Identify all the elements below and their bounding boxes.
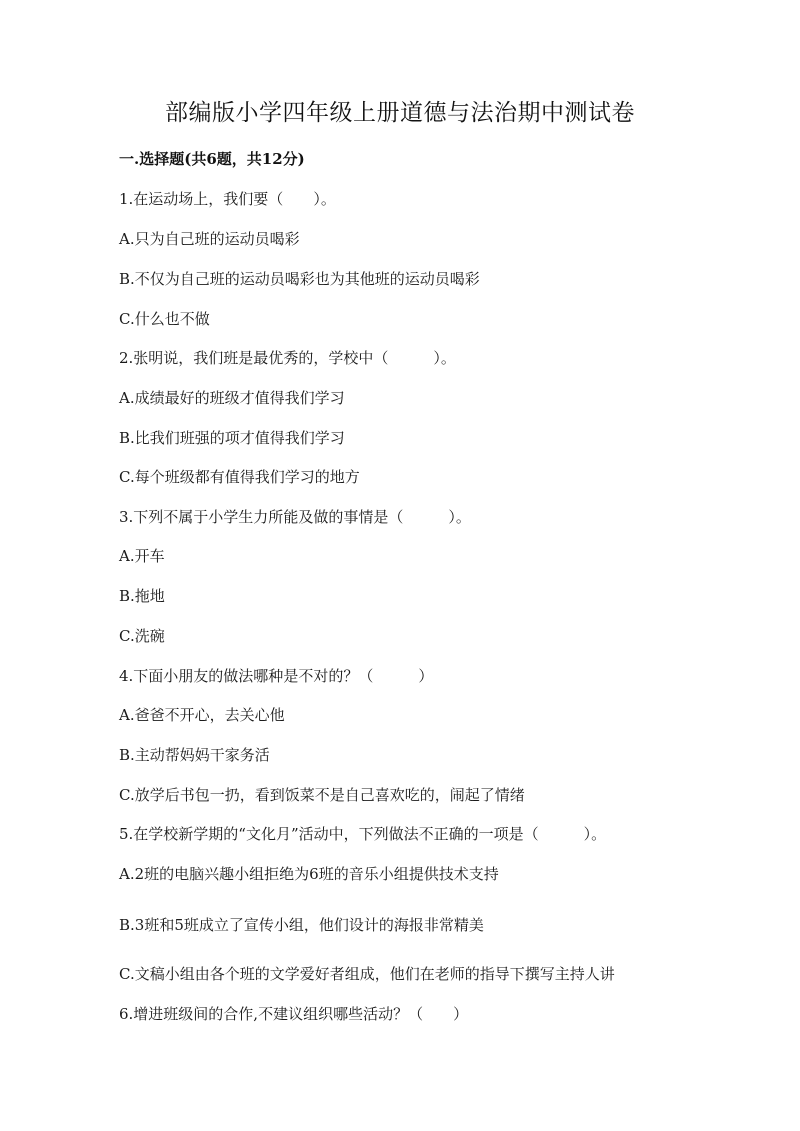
q5-option-c: C.文稿小组由各个班的文学爱好者组成，他们在老师的指导下撰写主持人讲 bbox=[119, 965, 615, 983]
question-2: 2.张明说，我们班是最优秀的，学校中（ ）。 bbox=[119, 349, 456, 367]
q2-option-a: A.成绩最好的班级才值得我们学习 bbox=[119, 389, 345, 407]
question-1: 1.在运动场上，我们要（ ）。 bbox=[119, 190, 336, 208]
q1-option-b: B.不仅为自己班的运动员喝彩也为其他班的运动员喝彩 bbox=[119, 270, 480, 288]
question-5: 5.在学校新学期的“文化月”活动中，下列做法不正确的一项是（ ）。 bbox=[119, 825, 607, 843]
section-heading: 一.选择题(共6题，共12分) bbox=[119, 150, 305, 168]
q4-option-c: C.放学后书包一扔，看到饭菜不是自己喜欢吃的，闹起了情绪 bbox=[119, 786, 525, 804]
q4-option-a: A.爸爸不开心，去关心他 bbox=[119, 706, 285, 724]
q5-option-a: A.2班的电脑兴趣小组拒绝为6班的音乐小组提供技术支持 bbox=[119, 865, 499, 883]
q5-option-b: B.3班和5班成立了宣传小组，他们设计的海报非常精美 bbox=[119, 916, 484, 934]
question-4: 4.下面小朋友的做法哪种是不对的？（ ） bbox=[119, 667, 434, 685]
q3-option-b: B.拖地 bbox=[119, 587, 165, 605]
question-3: 3.下列不属于小学生力所能及做的事情是（ ）。 bbox=[119, 508, 471, 526]
page-title: 部编版小学四年级上册道德与法治期中测试卷 bbox=[165, 100, 635, 126]
q3-option-c: C.洗碗 bbox=[119, 627, 165, 645]
question-6: 6.增进班级间的合作,不建议组织哪些活动？（ ） bbox=[119, 1005, 469, 1023]
q3-option-a: A.开车 bbox=[119, 547, 165, 565]
q4-option-b: B.主动帮妈妈干家务活 bbox=[119, 746, 270, 764]
q2-option-c: C.每个班级都有值得我们学习的地方 bbox=[119, 468, 360, 486]
q1-option-c: C.什么也不做 bbox=[119, 310, 210, 328]
q1-option-a: A.只为自己班的运动员喝彩 bbox=[119, 230, 300, 248]
q2-option-b: B.比我们班强的项才值得我们学习 bbox=[119, 429, 345, 447]
